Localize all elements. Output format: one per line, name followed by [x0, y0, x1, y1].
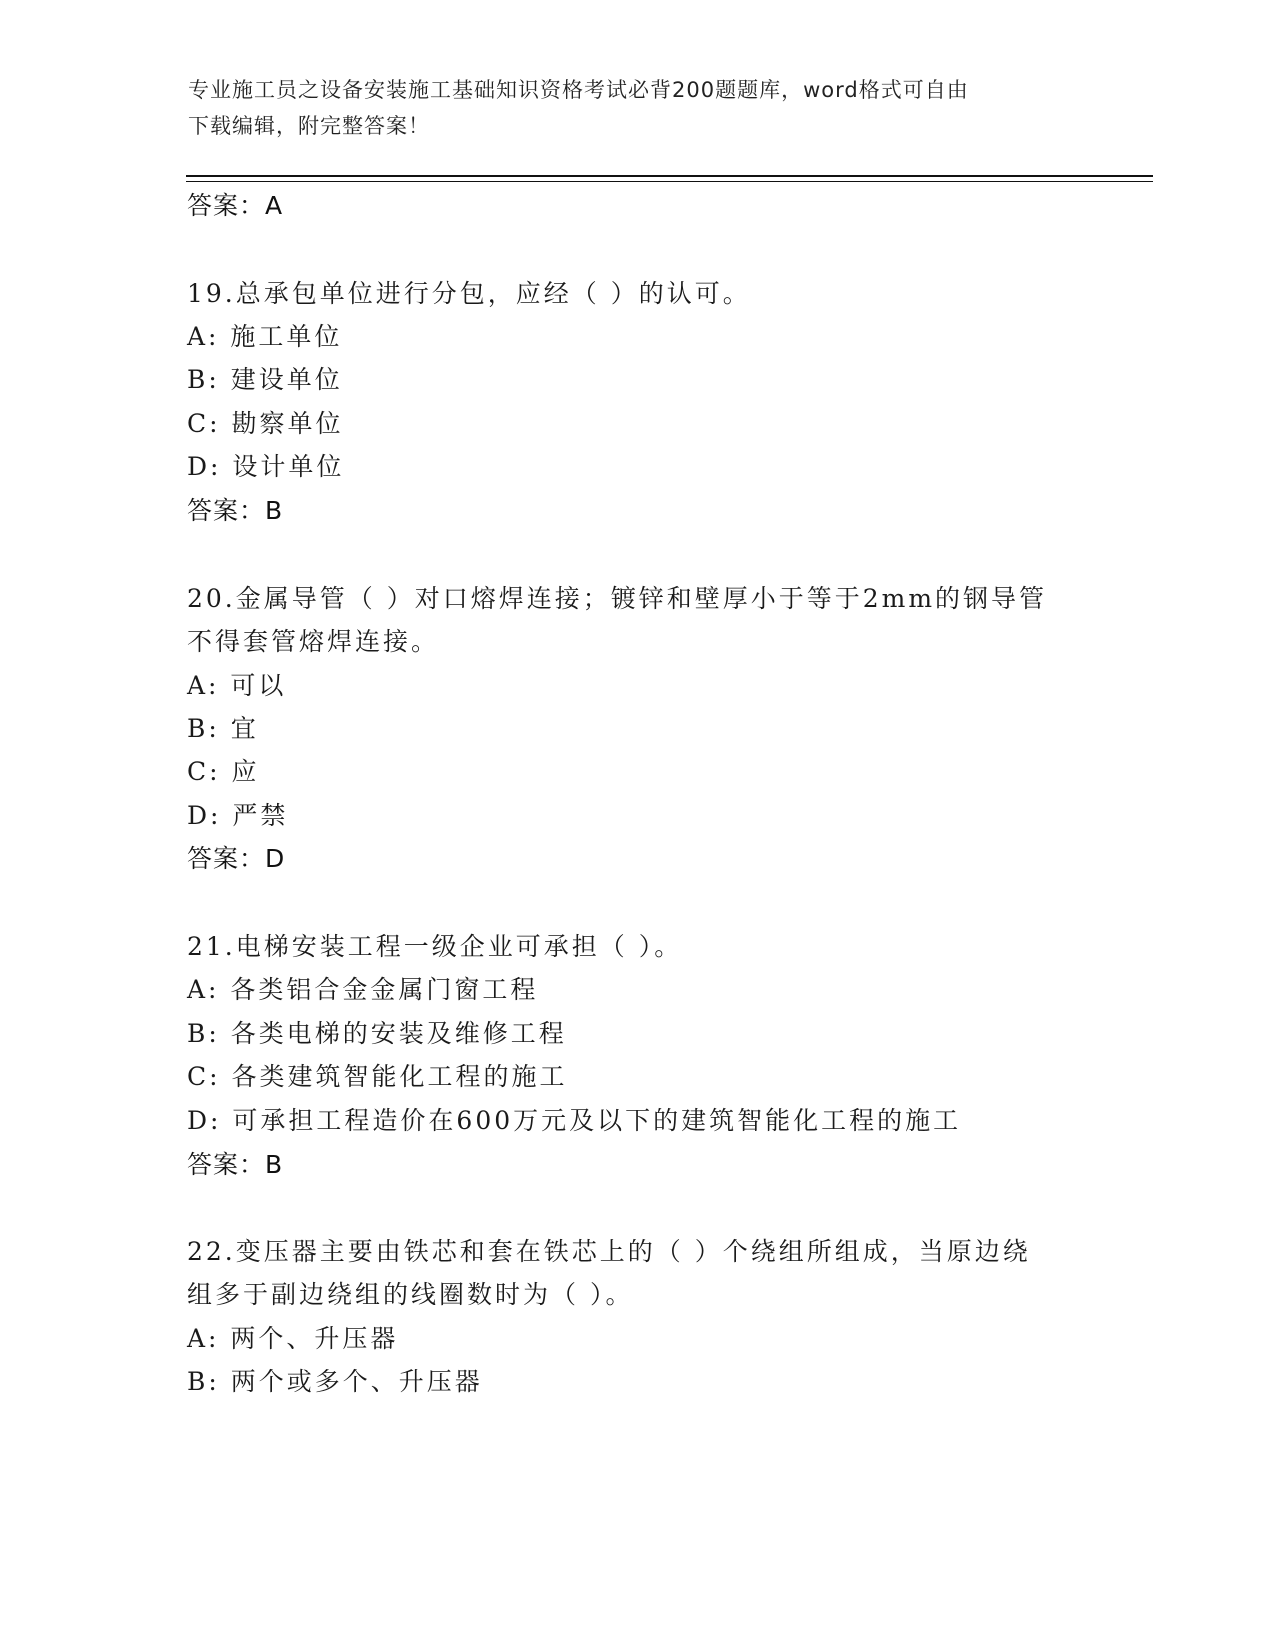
question-19: 19.总承包单位进行分包，应经（ ）的认可。 — [187, 279, 751, 308]
header-rule-thin — [186, 181, 1153, 182]
question-20-line-1: 20.金属导管（ ）对口熔焊连接；镀锌和壁厚小于等于2mm的钢导管 — [187, 584, 1048, 613]
answer-18: 答案：A — [187, 191, 284, 220]
q19-option-a: A: 施工单位 — [187, 322, 343, 351]
q19-option-c: C: 勘察单位 — [187, 409, 344, 438]
q19-option-d: D: 设计单位 — [187, 452, 345, 481]
question-22-line-1: 22.变压器主要由铁芯和套在铁芯上的（ ）个绕组所组成，当原边绕 — [187, 1237, 1031, 1266]
q21-option-a: A: 各类铝合金金属门窗工程 — [187, 975, 539, 1004]
answer-21: 答案：B — [187, 1150, 284, 1179]
q21-option-b: B: 各类电梯的安装及维修工程 — [187, 1019, 567, 1048]
q21-option-c: C: 各类建筑智能化工程的施工 — [187, 1062, 568, 1091]
header-line-2: 下载编辑，附完整答案！ — [188, 114, 430, 138]
q19-option-b: B: 建设单位 — [187, 365, 343, 394]
q21-option-d: D: 可承担工程造价在600万元及以下的建筑智能化工程的施工 — [187, 1106, 962, 1135]
q20-option-c: C: 应 — [187, 757, 260, 786]
header-rule-thick — [186, 175, 1153, 177]
question-22-line-2: 组多于副边绕组的线圈数时为（ ）。 — [187, 1280, 634, 1309]
q20-option-b: B: 宜 — [187, 714, 259, 743]
question-20-line-2: 不得套管熔焊连接。 — [187, 627, 440, 656]
question-21: 21.电梯安装工程一级企业可承担（ ）。 — [187, 932, 683, 961]
answer-19: 答案：B — [187, 496, 284, 525]
document-header — [188, 72, 1068, 144]
header-line-1: 专业施工员之设备安装施工基础知识资格考试必背200题题库，word格式可自由 — [188, 78, 969, 102]
q20-option-d: D: 严禁 — [187, 801, 289, 830]
q22-option-a: A: 两个、升压器 — [187, 1324, 399, 1353]
q22-option-b: B: 两个或多个、升压器 — [187, 1367, 483, 1396]
answer-20: 答案：D — [187, 844, 286, 873]
q20-option-a: A: 可以 — [187, 671, 287, 700]
